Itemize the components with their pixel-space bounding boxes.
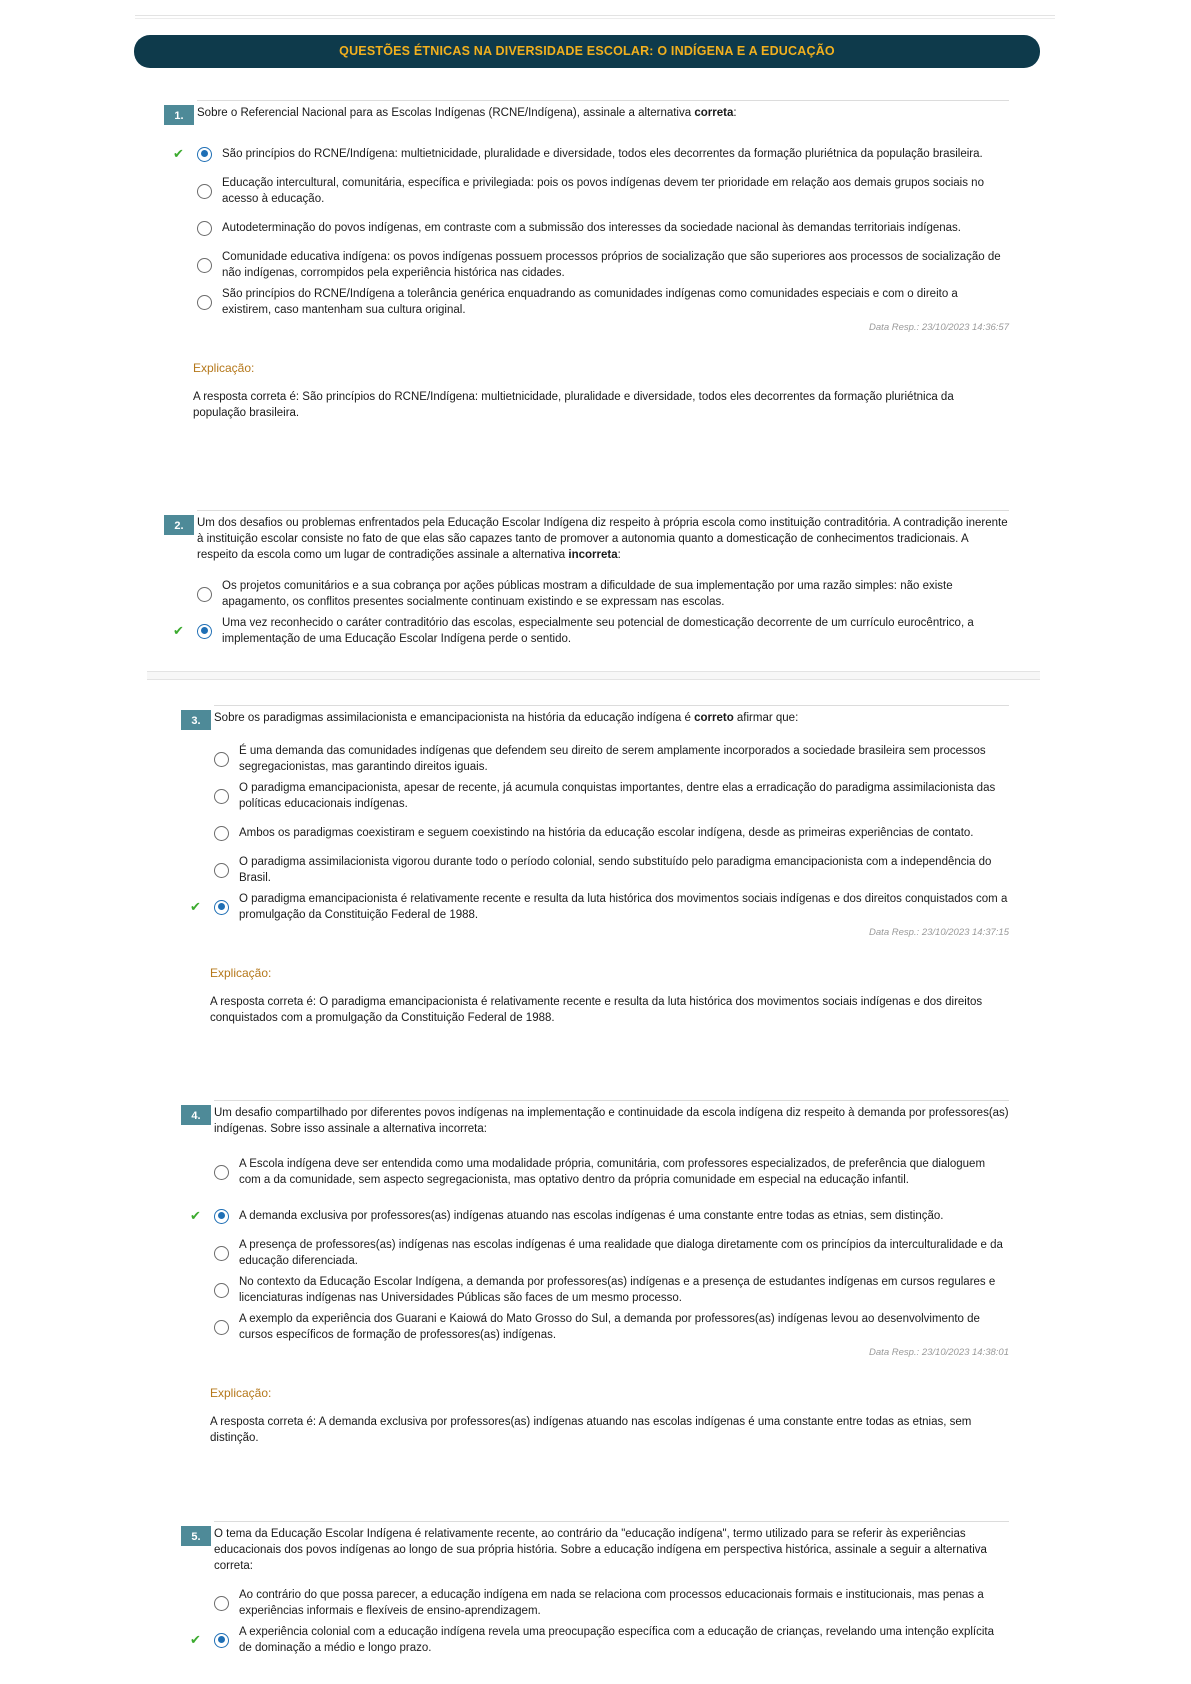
answer-timestamp: Data Resp.: 23/10/2023 14:38:01 [869, 1347, 1009, 1358]
page-title: QUESTÕES ÉTNICAS NA DIVERSIDADE ESCOLAR: O INDÍGENA E A EDUCAÇÃO [339, 44, 835, 58]
answer-timestamp: Data Resp.: 23/10/2023 14:36:57 [869, 322, 1009, 333]
answer-option[interactable] [214, 1271, 1009, 1308]
option-text: Autodeterminação do povos indígenas, em contraste com a submissão dos interesses da sociedade nacional às demandas territoriais indígenas. [222, 221, 961, 234]
explanation-text: A resposta correta é: São princípios do RCNE/Indígena: multietnicidade, pluralidade e diversidade, todos eles decorrentes da formação pluriétnica da população brasileira. [193, 391, 954, 419]
answer-option[interactable] [214, 1234, 1009, 1271]
option-text: Comunidade educativa indígena: os povos indígenas possuem processos próprios de socialização que são superiores aos processos de socialização de não indígenas, corrompidos pela experiência histórica nas cidades. [222, 250, 1001, 279]
option-text: A presença de professores(as) indígenas nas escolas indígenas é uma realidade que dialoga diretamente com os princípios da interculturalidade e da educação diferenciada. [239, 1238, 1003, 1267]
answer-options [173, 135, 1009, 320]
option-text: É uma demanda das comunidades indígenas que defendem seu direito de serem amplamente incorporados a sociedade brasileira sem processos segregacionistas, mas garantindo direitos iguais. [239, 744, 986, 773]
answer-option[interactable] [214, 1147, 1009, 1197]
radio-icon[interactable] [214, 789, 229, 804]
answer-timestamp: Data Resp.: 23/10/2023 14:37:15 [869, 927, 1009, 938]
radio-icon[interactable] [214, 826, 229, 841]
radio-icon[interactable] [214, 1246, 229, 1261]
answer-option[interactable] [214, 1308, 1009, 1345]
option-text: Educação intercultural, comunitária, específica e privilegiada: pois os povos indígenas devem ter prioridade em relação aos demais grupos sociais no acesso à educação. [222, 176, 984, 205]
option-text: São princípios do RCNE/Indígena a tolerância genérica enquadrando as comunidades indígenas como comunidades especiais e com o direito a existirem, caso mantenham sua cultura original. [222, 287, 958, 316]
answer-option[interactable] [190, 1621, 1009, 1658]
answer-option[interactable] [197, 246, 1009, 283]
answer-options [190, 1584, 1009, 1658]
option-text: Ao contrário do que possa parecer, a educação indígena em nada se relaciona com processos educacionais formais e institucionais, mas penas a experiências informais e flexíveis de ensino-aprendizagem. [239, 1588, 984, 1617]
correct-check-icon: ✔ [190, 1631, 201, 1647]
question-number-badge: 2. [164, 515, 194, 535]
correct-check-icon: ✔ [190, 1207, 201, 1223]
question-header [191, 1100, 1009, 1137]
answer-option[interactable] [197, 209, 1009, 246]
question-header [174, 510, 1009, 563]
option-text: O paradigma emancipacionista, apesar de recente, já acumula conquistas importantes, dentre elas a erradicação do paradigma assimilacionista das políticas educacionais indígenas. [239, 781, 996, 810]
question-4 [190, 1100, 1009, 1446]
radio-icon[interactable] [214, 1165, 229, 1180]
option-text: No contexto da Educação Escolar Indígena, a demanda por professores(as) indígenas e a presença de estudantes indígenas em cursos regulares e licenciaturas indígenas nas Universidades Públicas são faces de um mesmo processo. [239, 1275, 996, 1304]
radio-icon[interactable] [214, 1596, 229, 1611]
question-number-badge: 5. [181, 1526, 211, 1546]
answer-option[interactable] [190, 888, 1009, 925]
radio-icon[interactable] [197, 295, 212, 310]
correct-check-icon: ✔ [173, 145, 184, 161]
explanation-text: A resposta correta é: A demanda exclusiva por professores(as) indígenas atuando nas escolas indígenas é uma constante entre todas as etnias, sem distinção. [210, 1416, 972, 1444]
radio-selected-icon[interactable] [214, 1633, 229, 1648]
radio-icon[interactable] [214, 1320, 229, 1335]
answer-option[interactable] [214, 851, 1009, 888]
question-text: Sobre os paradigmas assimilacionista e emancipacionista na história da educação indígena é correto afirmar que: [214, 712, 799, 724]
question-text: O tema da Educação Escolar Indígena é relativamente recente, ao contrário da "educação indígena", termo utilizado para se referir às experiências educacionais dos povos indígenas ao longo de sua própria história. Sobre a educação indígena em perspectiva histórica, assinale a seguir a alternativa correta: [214, 1528, 987, 1572]
section-divider [147, 671, 1040, 680]
option-text: A experiência colonial com a educação indígena revela uma preocupação específica com a educação de crianças, revelando uma intenção explícita de dominação a médio e longo prazo. [239, 1625, 994, 1654]
radio-selected-icon[interactable] [214, 900, 229, 915]
answer-option[interactable] [173, 135, 1009, 172]
question-5 [190, 1521, 1009, 1658]
question-number-badge: 3. [181, 710, 211, 730]
answer-option[interactable] [214, 740, 1009, 777]
radio-selected-icon[interactable] [197, 624, 212, 639]
question-number-badge: 4. [181, 1105, 211, 1125]
answer-option[interactable] [197, 172, 1009, 209]
option-text: O paradigma emancipacionista é relativamente recente e resulta da luta histórica dos movimentos sociais indígenas e dos direitos conquistados com a promulgação da Constituição Federal de 1988. [239, 892, 1008, 921]
answer-option[interactable] [173, 612, 1009, 649]
question-text: Um desafio compartilhado por diferentes povos indígenas na implementação e continuidade da escola indígena diz respeito à demanda por professores(as) indígenas. Sobre isso assinale a alternativa incorreta: [214, 1107, 1009, 1135]
radio-icon[interactable] [214, 752, 229, 767]
correct-check-icon: ✔ [190, 898, 201, 914]
radio-icon[interactable] [197, 258, 212, 273]
radio-icon[interactable] [197, 221, 212, 236]
question-text: Sobre o Referencial Nacional para as Escolas Indígenas (RCNE/Indígena), assinale a alternativa correta: [197, 107, 737, 119]
radio-icon[interactable] [197, 587, 212, 602]
question-text: Um dos desafios ou problemas enfrentados pela Educação Escolar Indígena diz respeito à própria escola como instituição contraditória. A contradição inerente à instituição escolar consiste no fato de que elas são capazes tanto de promover a autonomia quanto a domesticação de conhecimentos tradicionais. A respeito da escola como um lugar de contradições assinale a alternativa incorreta: [197, 517, 1008, 561]
explanation-label: Explicação: [210, 1386, 272, 1400]
option-text: A demanda exclusiva por professores(as) indígenas atuando nas escolas indígenas é uma constante entre todas as etnias, sem distinção. [239, 1209, 944, 1222]
page-title-banner [134, 35, 1040, 68]
answer-option[interactable] [197, 575, 1009, 612]
radio-icon[interactable] [214, 863, 229, 878]
radio-selected-icon[interactable] [214, 1209, 229, 1224]
question-header [191, 705, 1009, 727]
question-2 [173, 510, 1009, 649]
question-header [191, 1521, 1009, 1574]
option-text: O paradigma assimilacionista vigorou durante todo o período colonial, sendo substituído pelo paradigma emancipacionista com a independência do Brasil. [239, 855, 992, 884]
top-divider [135, 15, 1055, 19]
explanation-label: Explicação: [210, 966, 272, 980]
question-number-badge: 1. [164, 105, 194, 125]
option-text: Ambos os paradigmas coexistiram e seguem coexistindo na história da educação escolar indígena, desde as primeiras experiências de contato. [239, 826, 974, 839]
radio-icon[interactable] [197, 184, 212, 199]
explanation-text: A resposta correta é: O paradigma emancipacionista é relativamente recente e resulta da luta histórica dos movimentos sociais indígenas e dos direitos conquistados com a promulgação da Constituição Federal de 1988. [210, 996, 983, 1024]
explanation-label: Explicação: [193, 361, 255, 375]
option-text: A exemplo da experiência dos Guarani e Kaiowá do Mato Grosso do Sul, a demanda por professores(as) indígenas levou ao desenvolvimento de cursos específicos de formação de professores(as) indígenas. [239, 1312, 980, 1341]
option-text: São princípios do RCNE/Indígena: multietnicidade, pluralidade e diversidade, todos eles decorrentes da formação pluriétnica da população brasileira. [222, 147, 983, 160]
correct-check-icon: ✔ [173, 622, 184, 638]
option-text: A Escola indígena deve ser entendida como uma modalidade própria, comunitária, com professores especializados, de preferência que dialoguem com a da comunidade, sem aspecto segregacionista, mas optativo dentro da própria comunidade em especial na educação infantil. [239, 1158, 986, 1186]
answer-option[interactable] [214, 814, 1009, 851]
answer-option[interactable] [197, 283, 1009, 320]
answer-options [173, 575, 1009, 649]
question-header [174, 100, 1009, 122]
answer-options [190, 740, 1009, 925]
option-text: Uma vez reconhecido o caráter contraditório das escolas, especialmente seu potencial de domesticação decorrente de um currículo eurocêntrico, a implementação de uma Educação Escolar Indígena perde o sentido. [222, 616, 974, 645]
answer-option[interactable] [214, 777, 1009, 814]
answer-option[interactable] [214, 1584, 1009, 1621]
radio-selected-icon[interactable] [197, 147, 212, 162]
radio-icon[interactable] [214, 1283, 229, 1298]
answer-options [190, 1147, 1009, 1345]
answer-option[interactable] [190, 1197, 1009, 1234]
question-3 [190, 705, 1009, 1026]
option-text: Os projetos comunitários e a sua cobrança por ações públicas mostram a dificuldade de sua implementação por uma razão simples: não existe apagamento, os conflitos presentes socialmente continuam existindo e se expressam nas escolas. [222, 579, 953, 608]
question-1 [173, 100, 1009, 421]
